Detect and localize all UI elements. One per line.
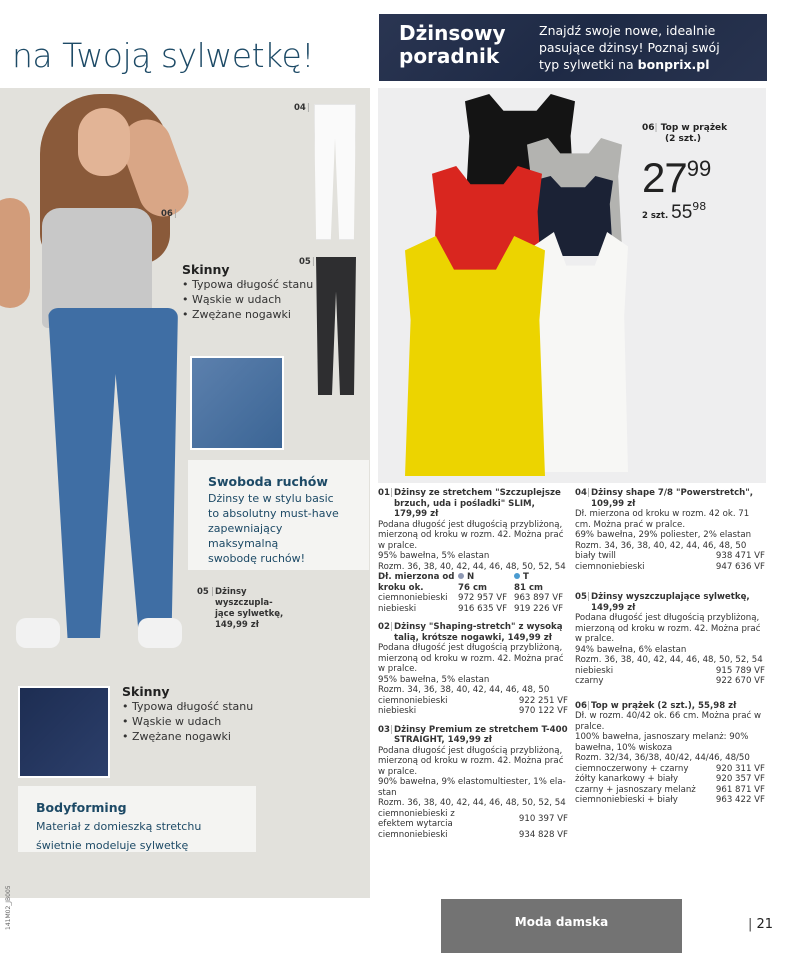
feature-item: • Zwężane nogawki (122, 730, 231, 743)
product-description: Dł. mierzona od kroku w rozm. 42 ok. 71 cm. Można prać w pralce. (575, 509, 750, 530)
variant-color: czarny (575, 676, 604, 686)
catalog-code: 141M02_JB005 (5, 885, 12, 930)
page-divider: | (748, 917, 753, 932)
tag-04: 04| (294, 103, 310, 113)
callout-line: Dżinsy (215, 587, 247, 597)
variant-code: 970 122 VF (518, 706, 568, 716)
info-line: to absolutny must-have (208, 507, 339, 520)
column-t-header (514, 572, 570, 583)
feature-title: Skinny (122, 684, 170, 699)
jeans-back-detail-image (190, 356, 284, 450)
bonprix-link[interactable]: bonprix.pl (637, 57, 710, 72)
product-title: 03| Dżinsy Premium ze stretchem T-400 STRAIGHT, 149,99 zł (378, 724, 568, 745)
price-decimal: 99 (686, 156, 712, 181)
callout-product-05: 05 | Dżinsy wyszczupla- jące sylwetkę, 149,99 zł (197, 587, 214, 598)
feature-item: • Typowa długość stanu (182, 278, 314, 291)
variant-code: 916 635 VF (458, 603, 508, 614)
product-material: 94% bawełna, 6% elastan (575, 644, 687, 655)
yellow-tanktop-image (405, 236, 545, 476)
variant-color: ciemnoniebieski z efektem wytarcia (378, 808, 455, 829)
title-line: Dżinsy shape 7/8 "Powerstretch", (591, 488, 754, 498)
product-column-right (575, 488, 765, 814)
title-line: brzuch, uda i pośladki" SLIM, 179,99 zł (394, 498, 535, 519)
variant-row (575, 795, 765, 806)
variant-row (378, 706, 568, 717)
product-title: 05| Dżinsy wyszczuplające sylwetkę, 149,99 zł (575, 592, 765, 613)
info-line: zapewniający maksymalną (208, 522, 283, 550)
title-line: Dżinsy Premium ze stretchem T-400 (394, 724, 568, 735)
banner-title (399, 22, 506, 68)
title-line: Top w prążek (2 szt.), 55,98 zł (591, 700, 737, 711)
banner-title-line2: poradnik (399, 44, 500, 68)
price-product-number: 06 (642, 123, 655, 133)
variant-row (575, 551, 765, 562)
tanktop-price-block (642, 123, 767, 224)
variant-code: 922 251 VF (518, 695, 568, 706)
table-header: kroku ok. (378, 582, 424, 593)
denim-guide-banner[interactable] (379, 14, 767, 81)
price-product-qty: (2 szt.) (665, 134, 701, 144)
product-sizes: Rozm. 36, 38, 40, 42, 44, 46, 48, 50, 52, 54 (575, 655, 763, 665)
feature-item: • Wąskie w udach (122, 715, 222, 728)
product-title: 01| Dżinsy ze stretchem "Szczuplejsze brzuch, uda i pośladki" SLIM, 179,99 zł (378, 488, 568, 520)
variant-color: żółty kanarkowy + biały (575, 774, 679, 784)
feature-list (182, 277, 313, 322)
column-n-header (458, 572, 514, 583)
callout-number: 05 (197, 587, 209, 597)
variant-code: 920 311 VF (715, 763, 765, 774)
white-tanktop-image (533, 232, 628, 472)
variant-code: 947 636 VF (715, 561, 765, 572)
variant-color: niebieski (378, 706, 417, 716)
table-header: Dł. mierzona od (378, 572, 455, 582)
product-sizes: Rozm. 36, 38, 40, 42, 44, 46, 48, 50, 52, 54 (378, 798, 566, 808)
banner-text-line3 (539, 56, 759, 73)
variant-code: 915 789 VF (715, 665, 765, 676)
title-line: Dżinsy "Shaping-stretch" z wysoką (394, 622, 563, 632)
feature-item: • Wąskie w udach (182, 293, 282, 306)
column-label: N (467, 572, 475, 582)
variant-code: 963 897 VF (514, 593, 564, 603)
product-04 (575, 488, 765, 572)
variant-row (575, 676, 765, 687)
variant-code: 961 871 VF (715, 784, 765, 795)
side-arm-image (0, 198, 30, 308)
info-line: świetnie modeluje sylwetkę (36, 839, 189, 852)
dot-t-icon (514, 573, 520, 579)
variant-row (378, 809, 568, 830)
section-tab-moda-damska[interactable]: Moda damska (441, 899, 682, 953)
price-product-name: Top w prążek (660, 123, 728, 133)
product-02 (378, 622, 568, 717)
product-number: 03 (378, 724, 390, 735)
length-n: 76 cm (458, 582, 487, 593)
two-pack-integer: 55 (671, 202, 693, 223)
product-column-left (378, 488, 568, 848)
variant-code: 922 670 VF (715, 676, 765, 686)
tag-number: 06 (161, 209, 173, 219)
product-sizes: Rozm. 32/34, 36/38, 40/42, 44/46, 48/50 (575, 753, 750, 763)
product-material: 95% bawełna, 5% elastan (378, 674, 490, 685)
feature-list (122, 699, 253, 744)
info-line: Materiał z domieszką stretchu (36, 820, 202, 833)
dot-n-icon (458, 573, 464, 579)
title-line: Dżinsy ze stretchem "Szczuplejsze (394, 488, 561, 498)
two-pack-label: 2 szt. (642, 211, 669, 221)
model-shoe-image (16, 618, 60, 648)
banner-text-line1: Znajdź swoje nowe, idealnie (539, 23, 716, 38)
title-line: 109,99 zł (591, 498, 636, 509)
variant-row (378, 830, 568, 841)
variant-color: ciemnoniebieski (378, 829, 448, 840)
variant-color: ciemnoniebieski (378, 695, 448, 706)
variant-color: biały twill (575, 551, 616, 561)
variant-code: 919 226 VF (514, 603, 564, 614)
feature-item: • Typowa długość stanu (122, 700, 254, 713)
variant-code: 963 422 VF (715, 795, 765, 805)
title-line: STRAIGHT, 149,99 zł (394, 735, 493, 745)
product-material: 100% bawełna, jasnoszary melanż: 90% bawełna, 10% wiskoza (575, 732, 749, 753)
product-06 (575, 701, 765, 806)
product-01 (378, 488, 568, 614)
product-number: 02 (378, 622, 390, 632)
page-number (748, 917, 773, 932)
two-pack-decimal: 98 (692, 200, 707, 213)
product-title: 06| Top w prążek (2 szt.), 55,98 zł (575, 701, 765, 712)
feature-title: Skinny (182, 262, 230, 277)
product-material: 90% bawełna, 9% elastomultiester, 1% ela-stan (378, 777, 566, 798)
price-integer: 27 (642, 154, 687, 201)
info-box-text (208, 491, 349, 566)
callout-line: wyszczupla- (215, 598, 273, 608)
price-two-pack (642, 200, 767, 224)
feature-item: • Zwężane nogawki (182, 308, 291, 321)
info-box-text (36, 817, 238, 855)
variant-row (575, 764, 765, 775)
column-label: T (523, 572, 529, 582)
product-number: 06 (575, 700, 587, 711)
variant-color: ciemnoniebieski (575, 561, 645, 572)
info-line: Dżinsy te w stylu basic (208, 492, 334, 505)
title-line: Dżinsy wyszczuplające sylwetkę, (591, 592, 750, 602)
skinny-feature-2 (122, 684, 253, 744)
callout-line: 149,99 zł (215, 620, 259, 630)
model-jeans-image (48, 308, 178, 638)
info-line: swobodę ruchów! (208, 552, 306, 565)
product-05 (575, 592, 765, 687)
variant-row (575, 774, 765, 785)
product-description: Podana długość jest długością przybliżoną, mierzoną od kroku w rozm. 42. Można prać w pralce. (378, 745, 564, 777)
callout-line: jące sylwetkę, (215, 609, 284, 619)
price-single (642, 147, 767, 200)
variant-code: 934 828 VF (518, 829, 568, 840)
model-face-image (78, 108, 130, 176)
info-box-title: Bodyforming (36, 800, 127, 815)
page-number-value: 21 (756, 917, 774, 932)
callout-text (215, 587, 295, 631)
length-table (378, 572, 568, 614)
variant-code: 910 397 VF (518, 813, 568, 824)
price-label: 06| Top w prążek (2 szt.) (642, 123, 767, 145)
banner-text-prefix: typ sylwetki na (539, 57, 638, 72)
product-number: 01 (378, 488, 390, 498)
tag-05: 05| (299, 257, 315, 267)
product-description: Dł. w rozm. 40/42 ok. 66 cm. Można prać w pralce. (575, 711, 762, 732)
title-line: 149,99 zł (591, 602, 636, 613)
variant-row (575, 785, 765, 796)
product-sizes: Rozm. 34, 36, 38, 40, 42, 44, 46, 48, 50 (575, 540, 747, 551)
variant-color: ciemnoniebieski (378, 593, 448, 603)
page-headline: na Twoją sylwetkę! (12, 36, 314, 75)
tag-number: 04 (294, 103, 306, 113)
bodyforming-info-box (18, 786, 256, 852)
model-shoe-image (138, 618, 182, 648)
product-description: Podana długość jest długością przybliżoną, mierzoną od kroku w rozm. 42. Można prać w pralce. (378, 519, 564, 551)
banner-text (539, 22, 759, 73)
product-number: 04 (575, 488, 587, 498)
product-description: Podana długość jest długością przybliżoną, mierzoną od kroku w rozm. 42. Można prać w pralce. (575, 613, 761, 644)
variant-color: niebieski (378, 603, 417, 614)
variant-code: 938 471 VF (715, 551, 765, 561)
product-title: 04| Dżinsy shape 7/8 "Powerstretch", 109,99 zł (575, 488, 765, 509)
variant-code: 972 957 VF (458, 593, 508, 603)
product-number: 05 (575, 592, 587, 602)
product-material: 69% bawełna, 29% poliester, 2% elastan (575, 530, 752, 540)
tag-number: 05 (299, 257, 311, 267)
tag-06: 06| (161, 209, 177, 219)
variant-color: ciemnoniebieski + biały (575, 795, 678, 805)
variant-color: ciemnoczerwony + czarny (575, 763, 689, 774)
length-t: 81 cm (514, 582, 543, 593)
title-line: talią, krótsze nogawki, 149,99 zł (394, 632, 552, 643)
product-title: 02| Dżinsy "Shaping-stretch" z wysoką talią, krótsze nogawki, 149,99 zł (378, 622, 568, 643)
variant-row (378, 696, 568, 707)
banner-text-line2: pasujące dżinsy! Poznaj swój (539, 40, 720, 55)
product-material: 95% bawełna, 5% elastan (378, 551, 490, 561)
info-box-title: Swoboda ruchów (208, 474, 328, 489)
variant-color: niebieski (575, 665, 614, 676)
variant-row (575, 562, 765, 573)
jeans-front-detail-image (18, 686, 110, 778)
product-03 (378, 725, 568, 841)
variant-row (575, 666, 765, 677)
variant-color: czarny + jasnoszary melanż (575, 784, 696, 795)
variant-code: 920 357 VF (715, 774, 765, 784)
product-sizes: Rozm. 34, 36, 38, 40, 42, 44, 46, 48, 50 (378, 685, 550, 695)
banner-title-line1: Dżinsowy (399, 21, 506, 45)
product-description: Podana długość jest długością przybliżoną, mierzoną od kroku w rozm. 42. Można prać w pralce. (378, 643, 564, 674)
product-sizes: Rozm. 36, 38, 40, 42, 44, 46, 48, 50, 52, 54 (378, 561, 566, 572)
skinny-feature-1 (182, 262, 313, 322)
swoboda-info-box (188, 460, 369, 570)
